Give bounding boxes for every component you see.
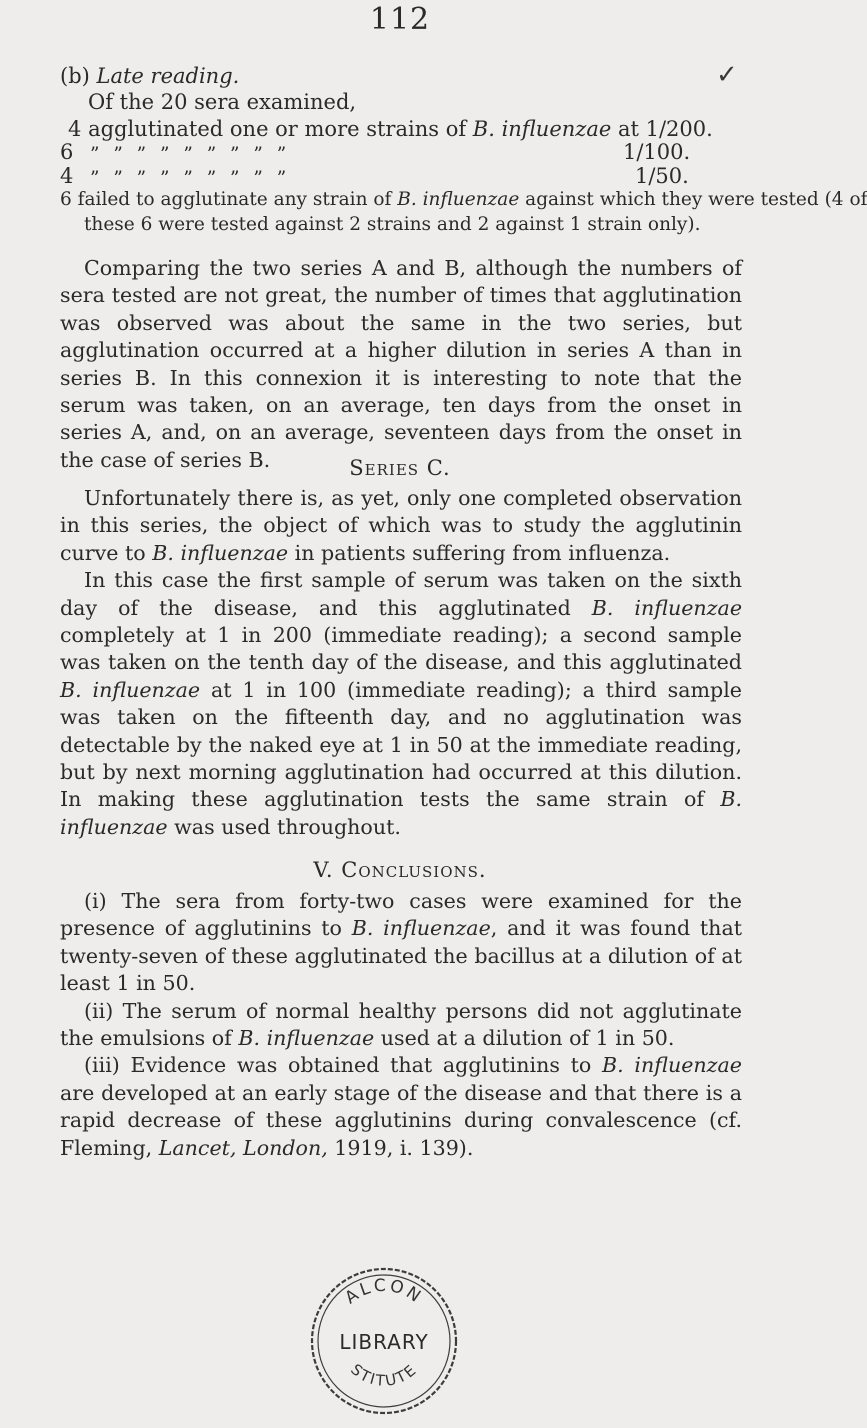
late-reading-intro: Of the 20 sera examined, bbox=[88, 90, 357, 114]
conclusion-1: (i) The sera from forty-two cases were examined for the presence of agglutinins to B. influenzae, and it was found that twenty-seven of these agglutinated the bacillus at a dilution of at least 1 in 50. bbox=[60, 889, 742, 996]
late-reading-row: 4 ” ” ” ” ” ” ” ” ” 1/50. bbox=[60, 164, 689, 189]
late-reading-failed: 6 failed to agglutinate any strain of B. influenzae against which they were tested (4 of bbox=[60, 189, 867, 210]
late-reading-row: 4 agglutinated one or more strains of B. influenzae at 1/200. bbox=[68, 117, 713, 141]
late-reading-row: 6 ” ” ” ” ” ” ” ” ” 1/100. bbox=[60, 140, 691, 165]
stamp-arc-top: ALCON bbox=[341, 1275, 427, 1309]
conclusion-3: (iii) Evidence was obtained that agglutinins to B. influenzae are developed at an early stage of the disease and that there is a rapid decrease of these agglutinins during convalescence (cf. Fleming, Lancet, London, 1919, i. 139). bbox=[60, 1053, 742, 1160]
conclusion-2: (ii) The serum of normal healthy persons did not agglutinate the emulsions of B. influenzae used at a dilution of 1 in 50. bbox=[60, 998, 742, 1051]
late-reading-failed-line2: these 6 were tested against 2 strains and 2 against 1 strain only). bbox=[84, 214, 701, 235]
series-c-paragraph-2: In this case the first sample of serum was taken on the sixth day of the disease, and this agglutinated B. influenzae completely at 1 in 200 (immediate reading); a second sample was taken on the tenth day of the disease, and this agglutinated B. influenzae at 1 in 100 (immediate reading); a third sample was taken on the fifteenth day, and no agglutination was detectable by the naked eye at 1 in 50 at the immediate reading, but by next morning agglutination had occurred at this dilution. In making these agglutination tests the same strain of B. influenzae was used throughout. bbox=[60, 568, 743, 839]
late-reading-title: Late reading. bbox=[96, 64, 240, 88]
series-c-paragraph-1: Unfortunately there is, as yet, only one completed observation in this series, the object of which was to study the agglutinin curve to B. influenzae in patients suffering from influenza. bbox=[60, 486, 742, 565]
conclusions-heading: V. Conclusions. bbox=[313, 858, 487, 882]
series-c-heading: Series C. bbox=[349, 456, 451, 480]
stamp-arc-bottom: STITUTE bbox=[347, 1360, 421, 1390]
pencil-check-icon: ✓ bbox=[716, 60, 738, 90]
page-number: 112 bbox=[369, 2, 431, 37]
late-reading-heading bbox=[60, 64, 239, 88]
conclusions-text bbox=[60, 888, 742, 1162]
series-c-text bbox=[60, 485, 742, 841]
library-stamp bbox=[306, 1263, 461, 1418]
comparison-paragraph: Comparing the two series A and B, although the numbers of sera tested are not great, the number of times that agglutination was observed was about the same in the two series, but agglutination occurred at a higher dilution in series A than in series B. In this connexion it is interesting to note that the serum was taken, on an average, ten days from the onset in series A, and, on an average, seventeen days from the onset in the case of series B. bbox=[60, 256, 742, 472]
stamp-library-text: LIBRARY bbox=[339, 1330, 429, 1354]
late-reading-label: (b) bbox=[60, 64, 90, 88]
